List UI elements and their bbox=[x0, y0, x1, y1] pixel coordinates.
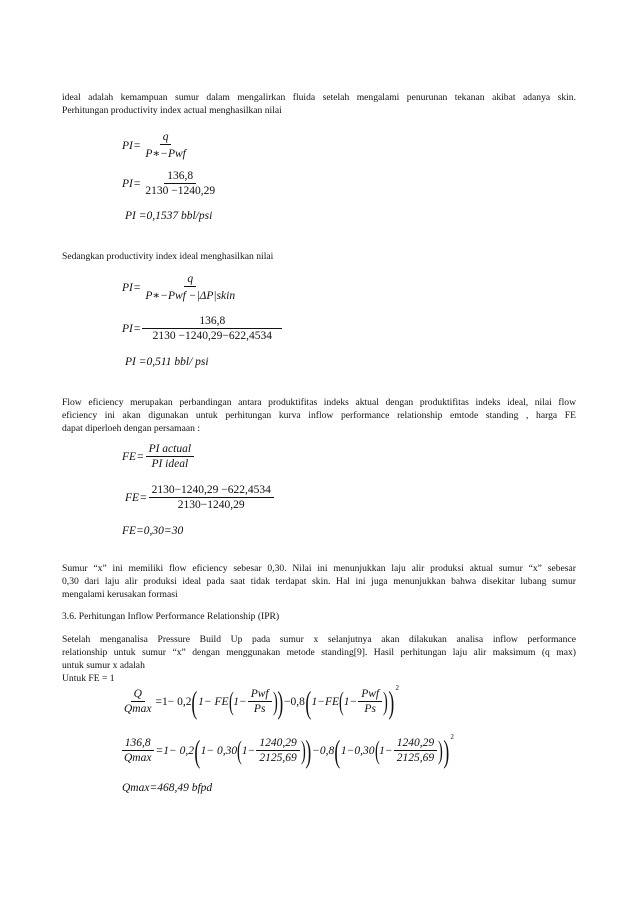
equation-pi-ideal-formula bbox=[122, 273, 239, 302]
eq-fraction bbox=[142, 131, 189, 160]
equation-fe-result: FE=0,30=30 bbox=[122, 525, 184, 537]
eq-term: 1− bbox=[343, 695, 358, 708]
eq-paren: ) bbox=[277, 683, 284, 720]
eq-paren: ( bbox=[338, 686, 344, 716]
eq-denominator: Ps bbox=[253, 703, 266, 715]
eq-numerator: 136,8 bbox=[164, 170, 196, 184]
eq-numerator: q bbox=[184, 273, 196, 287]
eq-denominator: 2130−1240,29 bbox=[177, 499, 245, 511]
paragraph-ipr bbox=[62, 634, 576, 686]
eq-denominator: 2130 −1240,29 bbox=[145, 185, 216, 197]
eq-denominator: Qmax bbox=[124, 752, 152, 764]
eq-denominator: 2125,69 bbox=[396, 752, 435, 764]
paragraph-fe-interpretation bbox=[62, 563, 576, 602]
eq-numerator: q bbox=[160, 131, 172, 145]
equation-pi-actual-formula bbox=[122, 131, 190, 160]
text-line: 0,30 dari laju alir produksi ideal pada saat tidak terdapat skin. Hal ini juga menunjukkan bahwa disekitar lubang sumur bbox=[62, 575, 576, 587]
eq-paren: ( bbox=[228, 686, 234, 716]
eq-paren: ( bbox=[237, 735, 242, 765]
eq-equals: = bbox=[133, 322, 141, 335]
eq-denominator: PI ideal bbox=[151, 458, 189, 470]
paragraph-pi-ideal bbox=[62, 251, 576, 264]
eq-equals: = bbox=[140, 491, 147, 504]
eq-numerator: Pwf bbox=[248, 688, 272, 702]
equation-pi-ideal-result: PI =0,511 bbl/ psi bbox=[125, 356, 209, 368]
text-line: relationship untuk sumur “x” dengan menggunakan metode standing[9]. Hasil perhitungan laju alir maksimum (q max) bbox=[62, 646, 576, 658]
eq-denominator: P∗−Pwf −|ΔP|skin bbox=[145, 290, 236, 302]
eq-numerator: 2130−1240,29 −622,4534 bbox=[149, 484, 274, 498]
eq-term: =1− 0,2 bbox=[155, 695, 192, 708]
eq-fraction bbox=[142, 315, 282, 342]
eq-paren: ( bbox=[334, 732, 341, 769]
eq-paren: ) bbox=[443, 732, 449, 769]
paragraph-intro bbox=[62, 92, 576, 118]
eq-term: 1− bbox=[233, 695, 247, 708]
eq-fraction-pressure bbox=[256, 737, 299, 764]
eq-numerator: PI actual bbox=[146, 443, 194, 457]
eq-term: −0,8 bbox=[283, 695, 305, 708]
eq-paren: ) bbox=[383, 686, 388, 716]
eq-denominator: 2130 −1240,29−622,4534 bbox=[152, 330, 273, 342]
eq-paren: ( bbox=[194, 732, 201, 769]
eq-paren: ) bbox=[300, 735, 306, 765]
eq-term: 1−FE bbox=[311, 695, 340, 708]
eq-denominator: Ps bbox=[364, 703, 376, 715]
equation-ipr-substitution bbox=[120, 732, 454, 769]
eq-paren: ) bbox=[438, 735, 443, 765]
eq-exponent: 2 bbox=[450, 733, 454, 741]
text-line: Sumur “x” ini memiliki flow eficiency sebesar 0,30. Nilai ini menunjukkan laju alir produksi aktual sumur “x” sebesar bbox=[62, 563, 576, 574]
eq-numerator: 136,8 bbox=[142, 315, 282, 329]
eq-fraction-lhs bbox=[121, 737, 154, 764]
eq-lhs: PI bbox=[122, 322, 133, 335]
eq-paren: ( bbox=[191, 683, 198, 720]
eq-fraction-pwf-ps bbox=[358, 688, 382, 715]
eq-equals: = bbox=[137, 450, 144, 463]
eq-lhs: PI bbox=[122, 281, 133, 294]
equation-fe-formula bbox=[122, 443, 195, 470]
equation-pi-ideal-substitution bbox=[122, 315, 283, 342]
eq-numerator: Q bbox=[131, 688, 145, 702]
text-line: eficiency ini akan digunakan untuk perhitungan kurva inflow performance relationship emtode standing , harga FE bbox=[62, 409, 576, 421]
eq-term: 1− bbox=[379, 744, 393, 757]
equation-pi-actual-result: PI =0,1537 bbl/psi bbox=[125, 210, 213, 222]
eq-paren: ( bbox=[305, 683, 312, 720]
eq-lhs: PI bbox=[122, 139, 133, 152]
eq-fraction-lhs bbox=[121, 688, 154, 715]
equation-qmax-result: Qmax=468,49 bfpd bbox=[122, 782, 213, 794]
equation-ipr-formula bbox=[120, 683, 399, 720]
eq-term: 1− bbox=[241, 744, 256, 757]
text-line: Flow eficiency merupakan perbandingan antara produktifitas indeks aktual dengan produktifitas indeks ideal, nilai flow bbox=[62, 397, 576, 408]
text-line: ideal adalah kemampuan sumur dalam mengalirkan fluida setelah mengalami penurunan tekanan akibat adanya skin. bbox=[62, 92, 576, 103]
eq-lhs: PI bbox=[122, 177, 133, 190]
eq-fraction bbox=[146, 443, 194, 470]
eq-numerator: Pwf bbox=[358, 688, 382, 702]
eq-term: =1− 0,2 bbox=[155, 744, 194, 757]
text-line: Perhitungan productivity index actual menghasilkan nilai bbox=[62, 104, 282, 116]
eq-lhs: FE bbox=[122, 450, 137, 463]
equation-fe-substitution bbox=[125, 484, 275, 511]
section-heading: 3.6. Perhitungan Inflow Performance Relationship (IPR) bbox=[62, 611, 280, 622]
eq-term: −0,8 bbox=[312, 744, 335, 757]
eq-equals: = bbox=[133, 177, 141, 190]
eq-denominator: Qmax bbox=[124, 703, 152, 715]
eq-fraction-pwf-ps bbox=[248, 688, 272, 715]
eq-denominator: 2125,69 bbox=[259, 752, 297, 764]
eq-paren: ) bbox=[305, 732, 312, 769]
text-line: Untuk FE = 1 bbox=[62, 672, 115, 684]
eq-numerator: 1240,29 bbox=[394, 737, 437, 751]
eq-fraction bbox=[149, 484, 274, 511]
eq-term: 1−0,30 bbox=[340, 744, 375, 757]
eq-fraction bbox=[142, 273, 238, 302]
eq-paren: ) bbox=[388, 683, 395, 720]
text-line: dapat diperloeh dengan persamaan : bbox=[62, 422, 200, 434]
eq-term: 1− 0,30 bbox=[200, 744, 238, 757]
eq-numerator: 136,8 bbox=[122, 737, 154, 751]
eq-term: 1− FE bbox=[198, 695, 229, 708]
eq-exponent: 2 bbox=[395, 684, 399, 692]
equation-pi-actual-substitution bbox=[122, 170, 219, 197]
eq-paren: ( bbox=[374, 735, 380, 765]
eq-equals: = bbox=[133, 281, 141, 294]
eq-fraction bbox=[142, 170, 218, 197]
eq-denominator: P∗−Pwf bbox=[145, 148, 186, 160]
text-line: untuk sumur x adalah bbox=[62, 659, 145, 671]
text-line: Setelah menganalisa Pressure Build Up pada sumur x selanjutnya akan dilakukan analisa inflow performance bbox=[62, 634, 576, 645]
eq-paren: ) bbox=[272, 686, 278, 716]
eq-lhs: FE bbox=[125, 491, 140, 504]
eq-equals: = bbox=[133, 139, 141, 152]
text-line: Sedangkan productivity index ideal menghasilkan nilai bbox=[62, 251, 274, 262]
eq-fraction-pressure bbox=[394, 737, 437, 764]
eq-numerator: 1240,29 bbox=[256, 737, 299, 751]
text-line: mengalami kerusakan formasi bbox=[62, 588, 178, 600]
paragraph-flow-efficiency bbox=[62, 397, 576, 436]
